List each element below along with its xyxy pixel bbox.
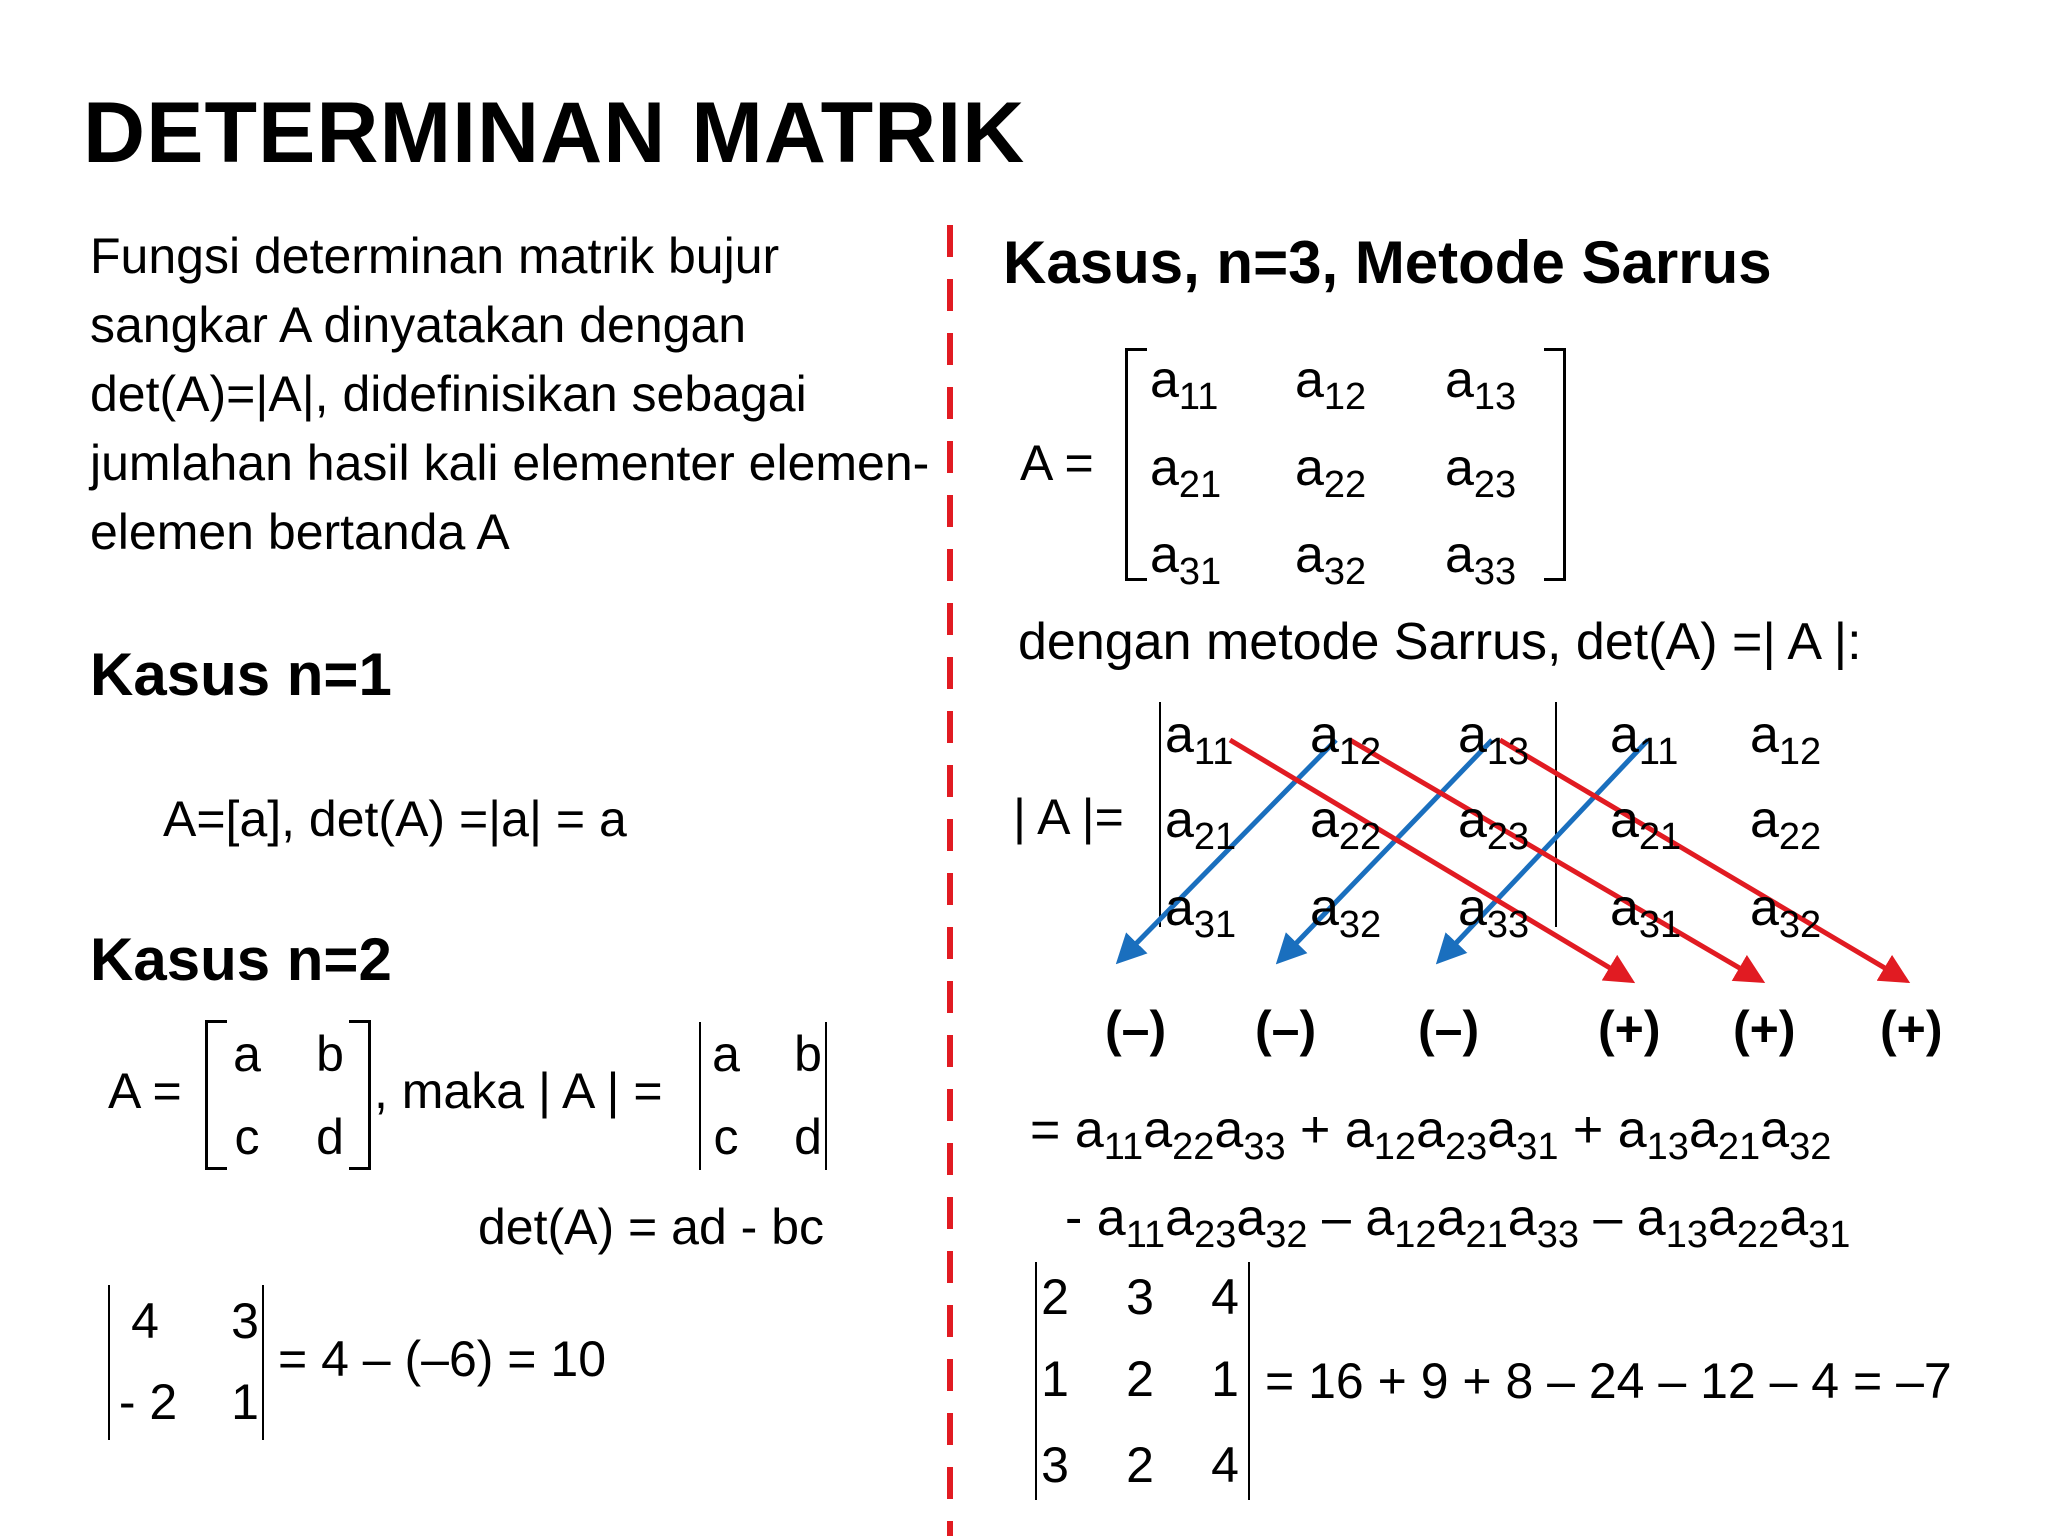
matrix-element: $a_{31}$ (1150, 526, 1222, 593)
matrix-element: $a_{11}$ (1165, 706, 1234, 773)
matrix-element: $a_{21}$ (1165, 791, 1237, 858)
case1-heading: Kasus n=1 (90, 641, 392, 708)
matrix-element: $a_{12}$ (1295, 351, 1367, 418)
matrix-element: $a_{32}$ (1310, 879, 1382, 946)
det-bar-left (1035, 1262, 1037, 1500)
case3-a-eq: A = (1020, 435, 1094, 491)
sign-label: (–) (1105, 1001, 1167, 1057)
case3-sarrus-text: dengan metode Sarrus, det(A) =| A |: (1018, 613, 1862, 671)
case3-heading: Kasus, n=3, Metode Sarrus (1003, 229, 1772, 296)
case2-det-formula: det(A) = ad - bc (478, 1199, 824, 1255)
matrix-element: $a_{22}$ (1295, 439, 1367, 506)
matrix-element: $a_{31}$ (1610, 879, 1682, 946)
case3-example-result: = 16 + 9 + 8 – 24 – 12 – 4 = –7 (1265, 1353, 1952, 1409)
intro-paragraph: Fungsi determinan matrik bujur sangkar A dinyatakan dengan det(A)=|A|, didefinisikan sebagai jumlahan hasil kali elementer elemen-elemen bertanda A (90, 228, 930, 560)
matrix-element: $a_{22}$ (1310, 791, 1382, 858)
case2-example-result: = 4 – (–6) = 10 (278, 1331, 607, 1387)
matrix-element: $a_{32}$ (1295, 526, 1367, 593)
sign-label: (+) (1598, 1001, 1661, 1057)
matrix-element: $a_{11}$ (1150, 351, 1219, 418)
sign-label: (+) (1733, 1001, 1796, 1057)
matrix-element: $a_{13}$ (1445, 351, 1517, 418)
case1-formula: A=[a], det(A) =|a| = a (163, 791, 627, 847)
expansion-positive-terms: = $a_{11}a_{22}a_{33} + a_{12}a_{23}a_{31} + a_{13}a_{21}a_{32}$ (1030, 1101, 1832, 1168)
matrix-element: $a_{22}$ (1750, 791, 1822, 858)
matrix-element: $a_{23}$ (1445, 439, 1517, 506)
matrix-element: $a_{32}$ (1750, 879, 1822, 946)
matrix-element: $a_{23}$ (1458, 791, 1530, 858)
case2-a-eq: A = (108, 1063, 182, 1119)
matrix-element: $a_{33}$ (1445, 526, 1517, 593)
case2-maka: , maka | A | = (374, 1063, 663, 1119)
matrix-element: $a_{12}$ (1750, 706, 1822, 773)
matrix-element: $a_{11}$ (1610, 706, 1679, 773)
case2-heading: Kasus n=2 (90, 926, 392, 993)
sign-label: (–) (1418, 1001, 1480, 1057)
sign-label: (+) (1880, 1001, 1943, 1057)
plus-diagonal-arrow (1230, 740, 1630, 980)
matrix-element: $a_{31}$ (1165, 879, 1237, 946)
matrix-element: $a_{21}$ (1150, 439, 1222, 506)
matrix-element: $a_{12}$ (1310, 706, 1382, 773)
expansion-negative-terms: - $a_{11}a_{23}a_{32} - a_{12}a_{21}a_{33} - a_{13}a_{22}a_{31}$ (1065, 1189, 1851, 1256)
matrix-element: $a_{21}$ (1610, 791, 1682, 858)
matrix-element: $a_{33}$ (1458, 879, 1530, 946)
matrix-element: $a_{13}$ (1458, 706, 1530, 773)
sign-label: (–) (1255, 1001, 1317, 1057)
det-bar-right (1248, 1262, 1250, 1500)
case3-abs-label: | A |= (1013, 789, 1124, 845)
page-title: DETERMINAN MATRIK (83, 85, 1026, 181)
